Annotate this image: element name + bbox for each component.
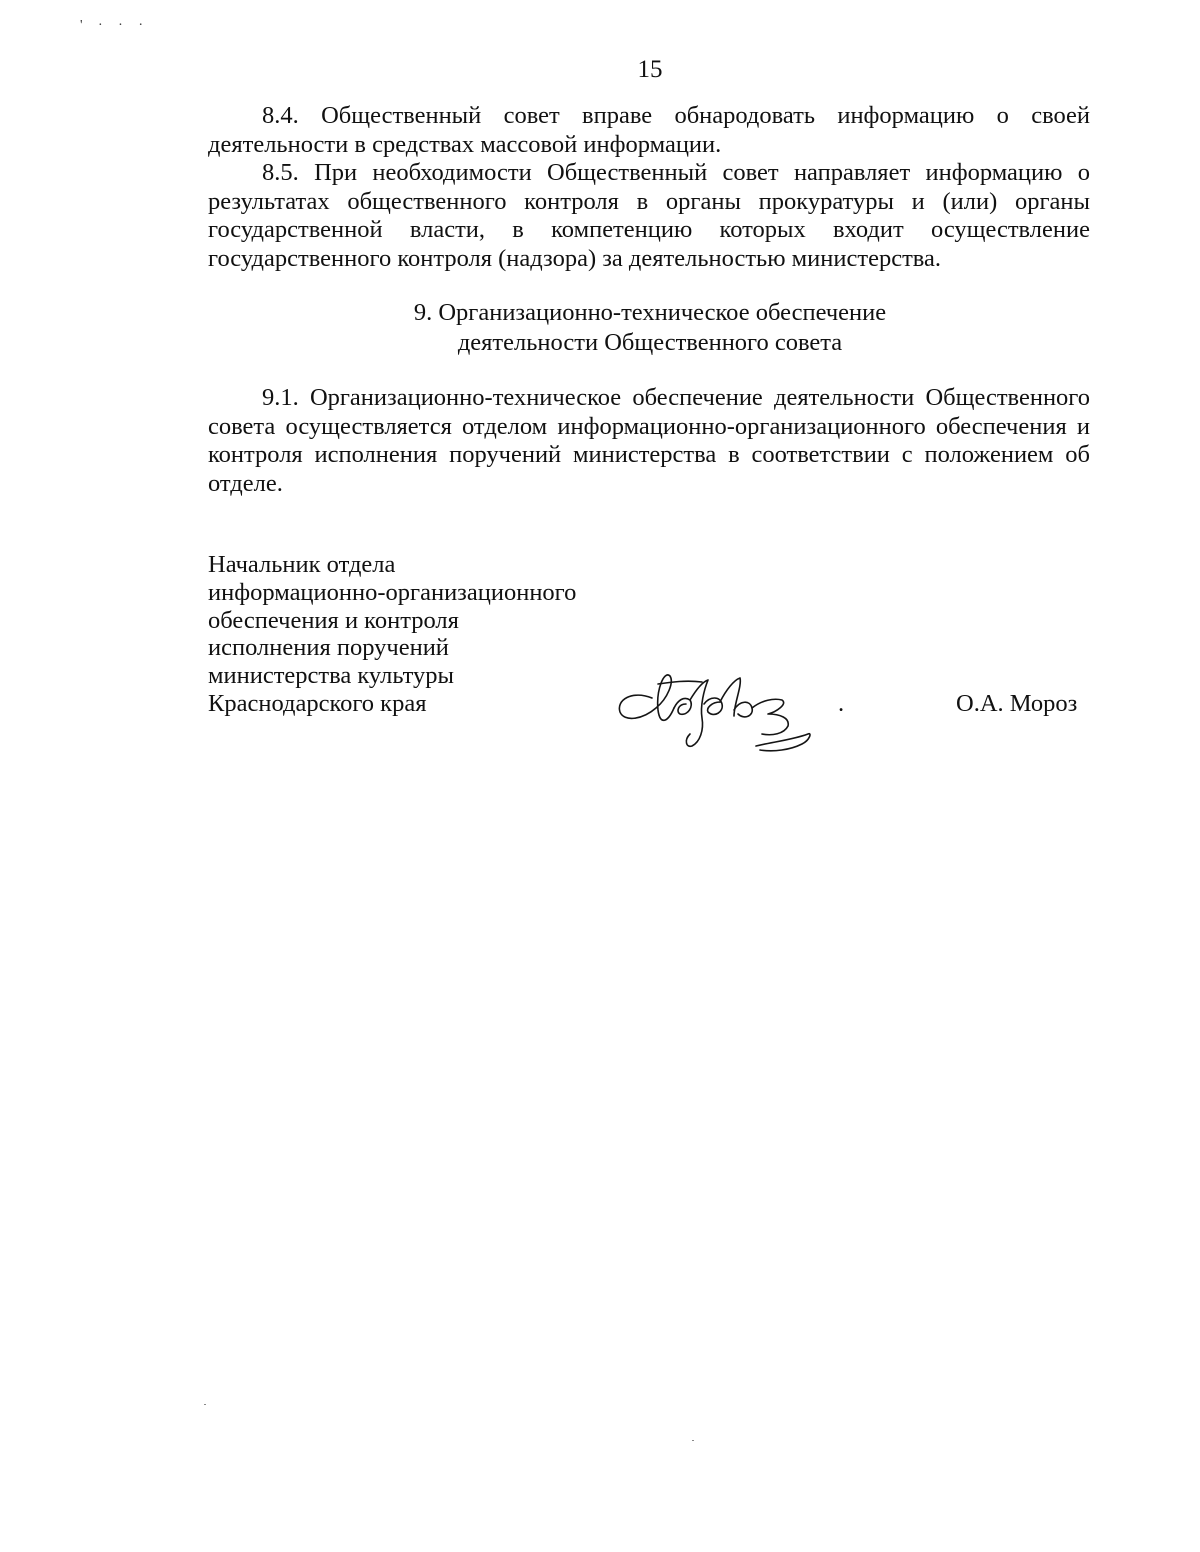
paragraph-8-4: 8.4. Общественный совет вправе обнародовать информацию о своей деятельности в средствах массовой информации. bbox=[208, 102, 1090, 158]
page-number: 15 bbox=[637, 56, 663, 83]
paragraph-9-1: 9.1. Организационно-техническое обеспечение деятельности Общественного совета осуществляется отделом информационно-организационного обеспечения и контроля исполнения поручений министерства в соответствии с положением об отделе. bbox=[208, 384, 1090, 497]
signature-dot: . bbox=[838, 690, 845, 717]
position-line: информационно-организационного bbox=[208, 578, 577, 606]
handwritten-signature bbox=[612, 660, 822, 760]
section-8-text bbox=[208, 102, 1090, 273]
section-9-heading-line1: 9. Организационно-техническое обеспечение bbox=[413, 299, 887, 326]
signatory-name: О.А. Мороз bbox=[956, 690, 1078, 717]
position-line: обеспечения и контроля bbox=[208, 606, 459, 634]
position-line: исполнения поручений bbox=[208, 634, 449, 662]
scan-speck bbox=[692, 1440, 694, 1441]
section-9-text bbox=[208, 384, 1090, 498]
signatory-position bbox=[208, 551, 576, 718]
position-line: Краснодарского края bbox=[208, 689, 427, 717]
section-9-heading bbox=[0, 298, 1200, 358]
position-line: министерства культуры bbox=[208, 662, 454, 690]
paragraph-8-5: 8.5. При необходимости Общественный совет направляет информацию о результатах общественного контроля в органы прокуратуры и (или) органы государственной власти, в компетенцию которых входит осуществление государственного контроля (надзора) за деятельностью министерства. bbox=[208, 159, 1090, 272]
section-9-heading-line2: деятельности Общественного совета bbox=[457, 329, 843, 356]
scan-speck bbox=[204, 1404, 206, 1405]
position-line: Начальник отдела bbox=[208, 551, 396, 578]
scan-marks: ' · · · bbox=[80, 18, 150, 33]
